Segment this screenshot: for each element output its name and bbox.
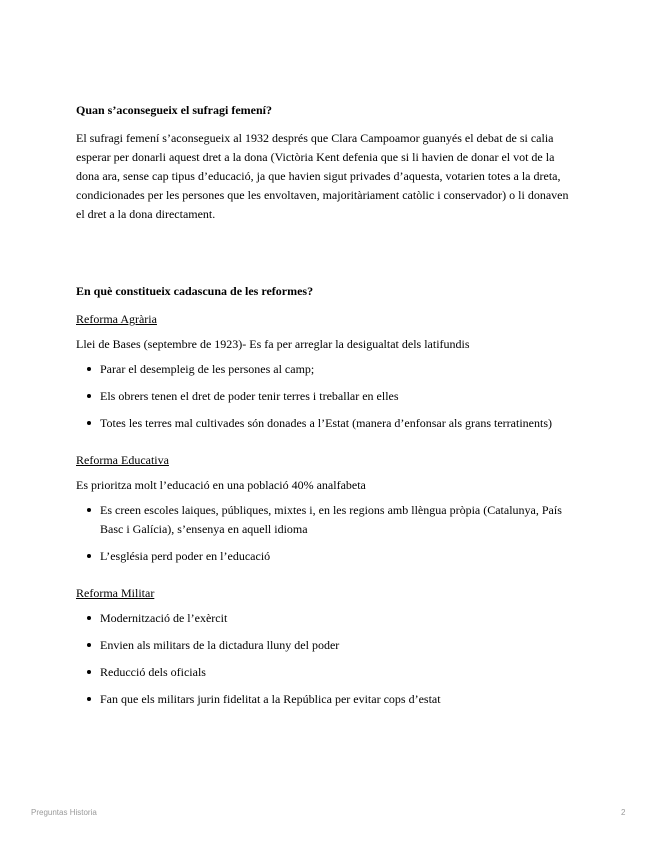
reform-militar [76,584,576,709]
list-item: Totes les terres mal cultivades són donades a l’Estat (manera d’enfonsar als grans terratinents) [76,414,576,433]
answer-paragraph-suffrage: El sufragi femení s’aconsegueix al 1932 després que Clara Campoamor guanyés el debat de si calia esperar per donarli aquest dret a la dona (Victòria Kent defenia que si li havien de donar el vot de la dona ara, sense cap tipus d’educació, ja que havien sigut privades d’aquesta, votarien totes a la dreta, condicionades per les persones que les envoltaven, majoritàriament catòlic i conservador) o li donaven el dret a la dona directament. [76,131,569,221]
list-item: Modernització de l’exèrcit [76,609,576,628]
bullet-icon [87,697,91,701]
list-item: Envien als militars de la dictadura lluny del poder [76,636,576,655]
bullet-icon [87,616,91,620]
bullet-icon [87,508,91,512]
reform-intro: Es prioritza molt l’educació en una població 40% analfabeta [76,478,366,492]
list-item: Parar el desempleig de les persones al camp; [76,360,576,379]
reform-agraria [76,310,576,433]
bullet-icon [87,394,91,398]
reform-heading: Reforma Agrària [76,312,157,326]
document-content [76,101,576,717]
question-title-suffrage: Quan s’aconsegueix el sufragi femení? [76,103,272,117]
reform-educativa [76,451,576,566]
bullet-list [76,609,576,709]
reform-heading: Reforma Militar [76,586,155,600]
list-item: L’església perd poder en l’educació [76,547,576,566]
reform-intro: Llei de Bases (septembre de 1923)- Es fa per arreglar la desigualtat dels latifundis [76,337,470,351]
bullet-icon [87,367,91,371]
reform-heading: Reforma Educativa [76,453,169,467]
reforms-section [76,282,576,709]
question-title-reforms: En què constitueix cadascuna de les reformes? [76,284,314,298]
bullet-icon [87,421,91,425]
footer-title: Preguntas Historia [31,808,97,817]
page-number: 2 [621,808,626,817]
bullet-list [76,360,576,433]
list-item: Els obrers tenen el dret de poder tenir terres i treballar en elles [76,387,576,406]
list-item: Fan que els militars jurin fidelitat a la República per evitar cops d’estat [76,690,576,709]
bullet-icon [87,554,91,558]
bullet-icon [87,643,91,647]
bullet-list [76,501,576,566]
list-item: Es creen escoles laiques, públiques, mixtes i, en les regions amb llèngua pròpia (Catalunya, País Basc i Galícia), s’ensenya en aquell idioma [76,501,576,539]
bullet-icon [87,670,91,674]
list-item: Reducció dels oficials [76,663,576,682]
